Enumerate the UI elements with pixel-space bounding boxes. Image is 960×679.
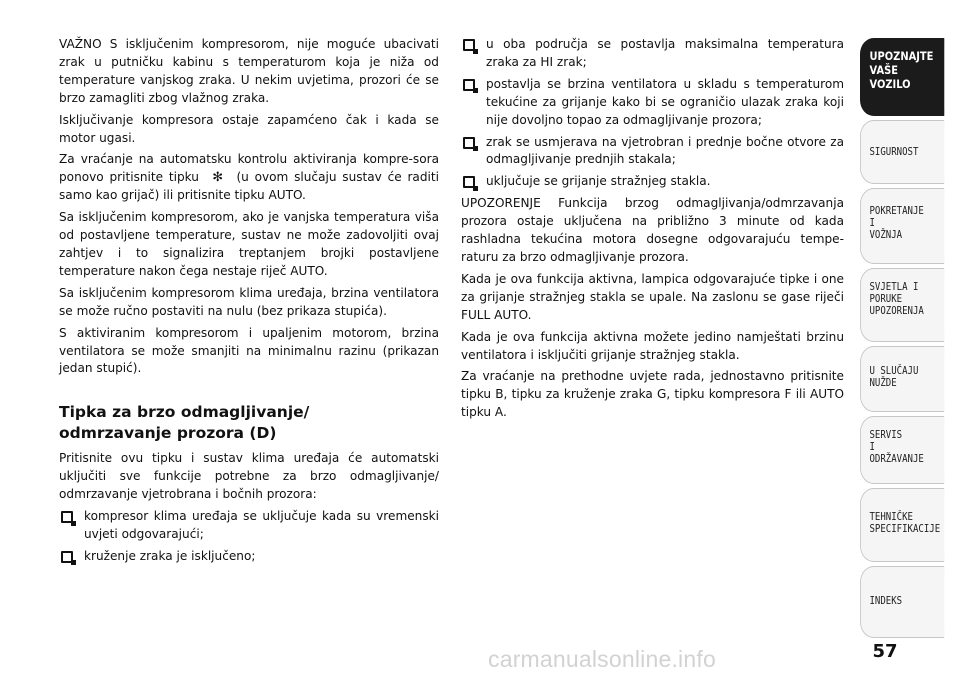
list-item (461, 36, 844, 72)
list-item-text: kompresor klima uređaja se uključuje kada su vremenski uvjeti odgovarajući; (84, 509, 439, 541)
list-item-text: kruženje zraka je isključeno; (84, 548, 256, 563)
fan-icon: ✻ (212, 170, 224, 186)
tab-indeks[interactable] (860, 566, 944, 638)
paragraph: Sa isključenim kompresorom, ako je vanjska temperatura viša od postavljene temperature, sustav ne može zadovoljiti ovaj zahtjev i to signalizira treptanjem brojki postavljene temperature nakon čega nestaje riječ AUTO. (59, 210, 439, 278)
list-item-text: u oba područja se postavlja maksimalna temperatura zraka za HI zrak; (486, 37, 844, 69)
tab-label: SERVIS I ODRŽAVANJE (869, 429, 924, 465)
tab-label: U SLUČAJU NUŽDE (869, 365, 919, 389)
checkbox-bullet-icon (463, 137, 475, 149)
list-item-text: postavlja se brzina ventilatora u skladu s temperaturom tekućine za grijanje kako bi se ograničio ulazak zraka koji nije dovoljno topao za odmagljivanje prozora; (486, 76, 844, 127)
list-item-text: zrak se usmjerava na vjetrobran i prednje bočne otvore za odmagljivanje prednjih stakala; (486, 134, 844, 167)
checkbox-bullet-icon (463, 39, 475, 51)
paragraph: Isključivanje kompresora ostaje zapamćeno čak i kada se motor ugasi. (59, 112, 439, 145)
paragraph: Kada je ova funkcija aktivna, lampica odgovarajuće tipke i one za grijanje stražnjeg stakla se upale. Na zaslonu se gase riječi FULL AUTO. (461, 271, 844, 322)
tab-label: SVJETLA I PORUKE UPOZORENJA (869, 281, 924, 317)
tab-label: POKRETANJE I VOŽNJA (869, 205, 924, 241)
tab-label: TEHNIČKE SPECIFIKACIJE (869, 511, 941, 535)
checkbox-bullet-icon (61, 551, 73, 563)
checkbox-bullet-icon (61, 511, 73, 523)
paragraph: UPOZORENJE Funkcija brzog odmagljivanja/odmrzavanja prozora ostaje uključena na približno 3 minute od kada rashladna tekućina motora dosegne odgovarajuću tempe-raturu za brzo odmagljivanje prozora. (461, 196, 844, 264)
paragraph-text: Za vraćanje na automatsku kontrolu aktiviranja kompre-sora ponovo pritisnite tipku (59, 152, 439, 185)
right-column (461, 36, 844, 426)
tab-upoznajte-vase-vozilo[interactable] (860, 38, 944, 116)
tab-label: INDEKS (869, 595, 903, 607)
paragraph: VAŽNO S isključenim kompresorom, nije moguće ubacivati zrak u putničku kabinu s temperaturom koja je niža od temperature vanjskog zraka. U nekim uvjetima, prozori će se brzo zamagliti zbog vlažnog zraka. (59, 37, 439, 105)
paragraph: Sa isključenim kompresorom klima uređaja, brzina ventilatora se može ručno postaviti na nulu (bez prikaza stupića). (59, 285, 439, 318)
list-item (461, 76, 844, 130)
watermark: carmanualsonline.info (488, 646, 716, 672)
paragraph-text: (u ovom slučaju sustav će raditi samo kao grijač) ili pritisnite tipku AUTO. (59, 170, 439, 203)
tab-svjetla-i-poruke-upozorenja[interactable] (860, 268, 944, 342)
left-column (59, 36, 439, 570)
tab-servis-i-odrzavanje[interactable] (860, 416, 944, 484)
page-number: 57 (872, 641, 898, 662)
chapter-tabs (858, 0, 960, 679)
list-item-text: uključuje se grijanje stražnjeg stakla. (486, 174, 711, 189)
checkbox-bullet-icon (463, 176, 475, 188)
paragraph: Pritisnite ovu tipku i sustav klima uređaja će automatski uključiti sve funkcije potrebne za brzo odmagljivanje/ odmrzavanje vjetrobrana i bočnih prozora: (59, 451, 439, 502)
paragraph: Za vraćanje na prethodne uvjete rada, jednostavno pritisnite tipku B, tipku za kruženje zraka G, tipku kompresora F ili AUTO tipku A. (461, 369, 844, 420)
checkbox-bullet-icon (463, 79, 475, 91)
tab-tehnicke-specifikacije[interactable] (860, 488, 944, 562)
section-heading: Tipka za brzo odmagljivanje/ odmrzavanje prozora (D) (59, 403, 310, 443)
list-item (59, 548, 439, 566)
tab-label: SIGURNOST (869, 146, 919, 158)
list-item (461, 173, 844, 191)
tab-u-slucaju-nuzde[interactable] (860, 346, 944, 412)
paragraph: S aktiviranim kompresorom i upaljenim motorom, brzina ventilatora se može smanjiti na minimalnu razinu (prikazan jedan stupić). (59, 325, 439, 376)
list-item (461, 134, 844, 170)
tab-sigurnost[interactable] (860, 120, 944, 184)
list-item (59, 508, 439, 544)
paragraph (59, 151, 439, 205)
tab-pokretanje-i-voznja[interactable] (860, 188, 944, 264)
paragraph: Kada je ova funkcija aktivna možete jedino namještati brzinu ventilatora i isključiti grijanje stražnjeg stakla. (461, 329, 844, 362)
tab-label: UPOZNAJTE VAŠE VOZILO (869, 49, 934, 91)
